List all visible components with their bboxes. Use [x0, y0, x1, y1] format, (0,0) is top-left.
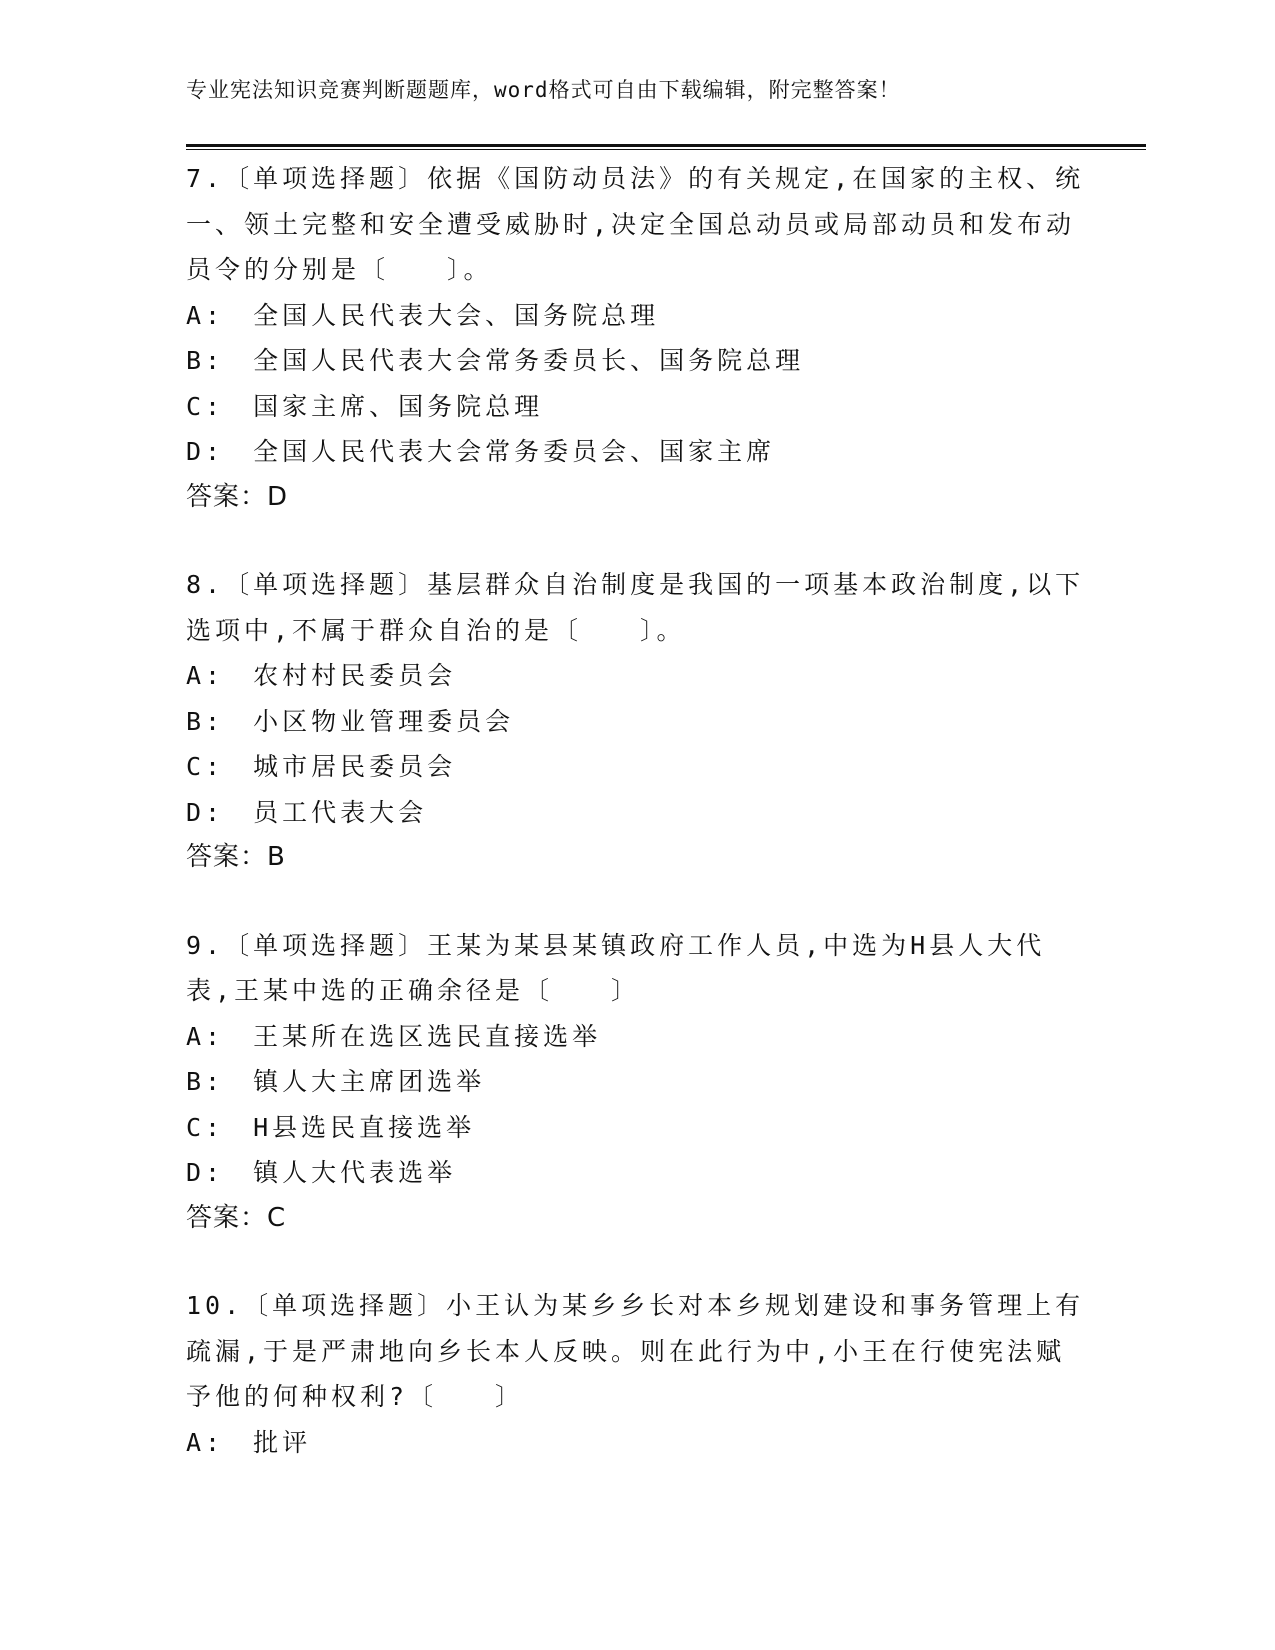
- option-b: B: 镇人大主席团选举: [186, 1067, 486, 1096]
- question-7: [186, 156, 1086, 520]
- header-divider-thin-line: [186, 149, 1146, 150]
- answer-line: 答案：D: [186, 481, 289, 512]
- option-c: C: H县选民直接选举: [186, 1112, 476, 1142]
- header-divider: [186, 144, 1146, 150]
- header-divider-thick-line: [186, 144, 1146, 147]
- question-8: [186, 562, 1086, 881]
- option-a: A: 批评: [186, 1427, 312, 1457]
- answer-line: 答案：B: [186, 842, 286, 872]
- page-header-title: 专业宪法知识竞赛判断题题库，word格式可自由下载编辑，附完整答案！: [186, 78, 901, 102]
- option-a: A: 王某所在选区选民直接选举: [186, 1021, 602, 1051]
- option-d: D: 员工代表大会: [186, 797, 428, 827]
- question-stem: 9.〔单项选择题〕王某为某县某镇政府工作人员,中选为H县人大代表,王某中选的正确余径是〔 〕: [186, 930, 1046, 1005]
- question-10: [186, 1283, 1086, 1465]
- option-c: C: 城市居民委员会: [186, 752, 457, 781]
- option-a: A: 农村村民委员会: [186, 661, 457, 690]
- question-9: [186, 923, 1086, 1242]
- option-d: D: 全国人民代表大会常务委员会、国家主席: [186, 437, 776, 466]
- question-stem: 8.〔单项选择题〕基层群众自治制度是我国的一项基本政治制度,以下选项中,不属于群众自治的是〔 〕。: [186, 570, 1085, 645]
- option-c: C: 国家主席、国务院总理: [186, 391, 544, 421]
- question-list: [186, 156, 1086, 1507]
- option-a: A: 全国人民代表大会、国务院总理: [186, 300, 660, 330]
- option-b: B: 全国人民代表大会常务委员长、国务院总理: [186, 346, 805, 375]
- answer-line: 答案：C: [186, 1202, 287, 1233]
- option-b: B: 小区物业管理委员会: [186, 706, 515, 736]
- option-d: D: 镇人大代表选举: [186, 1158, 457, 1187]
- question-stem: 7.〔单项选择题〕依据《国防动员法》的有关规定,在国家的主权、统一、领土完整和安全遭受威胁时,决定全国总动员或局部动员和发布动员令的分别是〔 〕。: [186, 164, 1085, 284]
- question-stem: 10.〔单项选择题〕小王认为某乡乡长对本乡规划建设和事务管理上有疏漏,于是严肃地向乡长本人反映。则在此行为中,小王在行使宪法赋予他的何种权利?〔 〕: [186, 1291, 1085, 1411]
